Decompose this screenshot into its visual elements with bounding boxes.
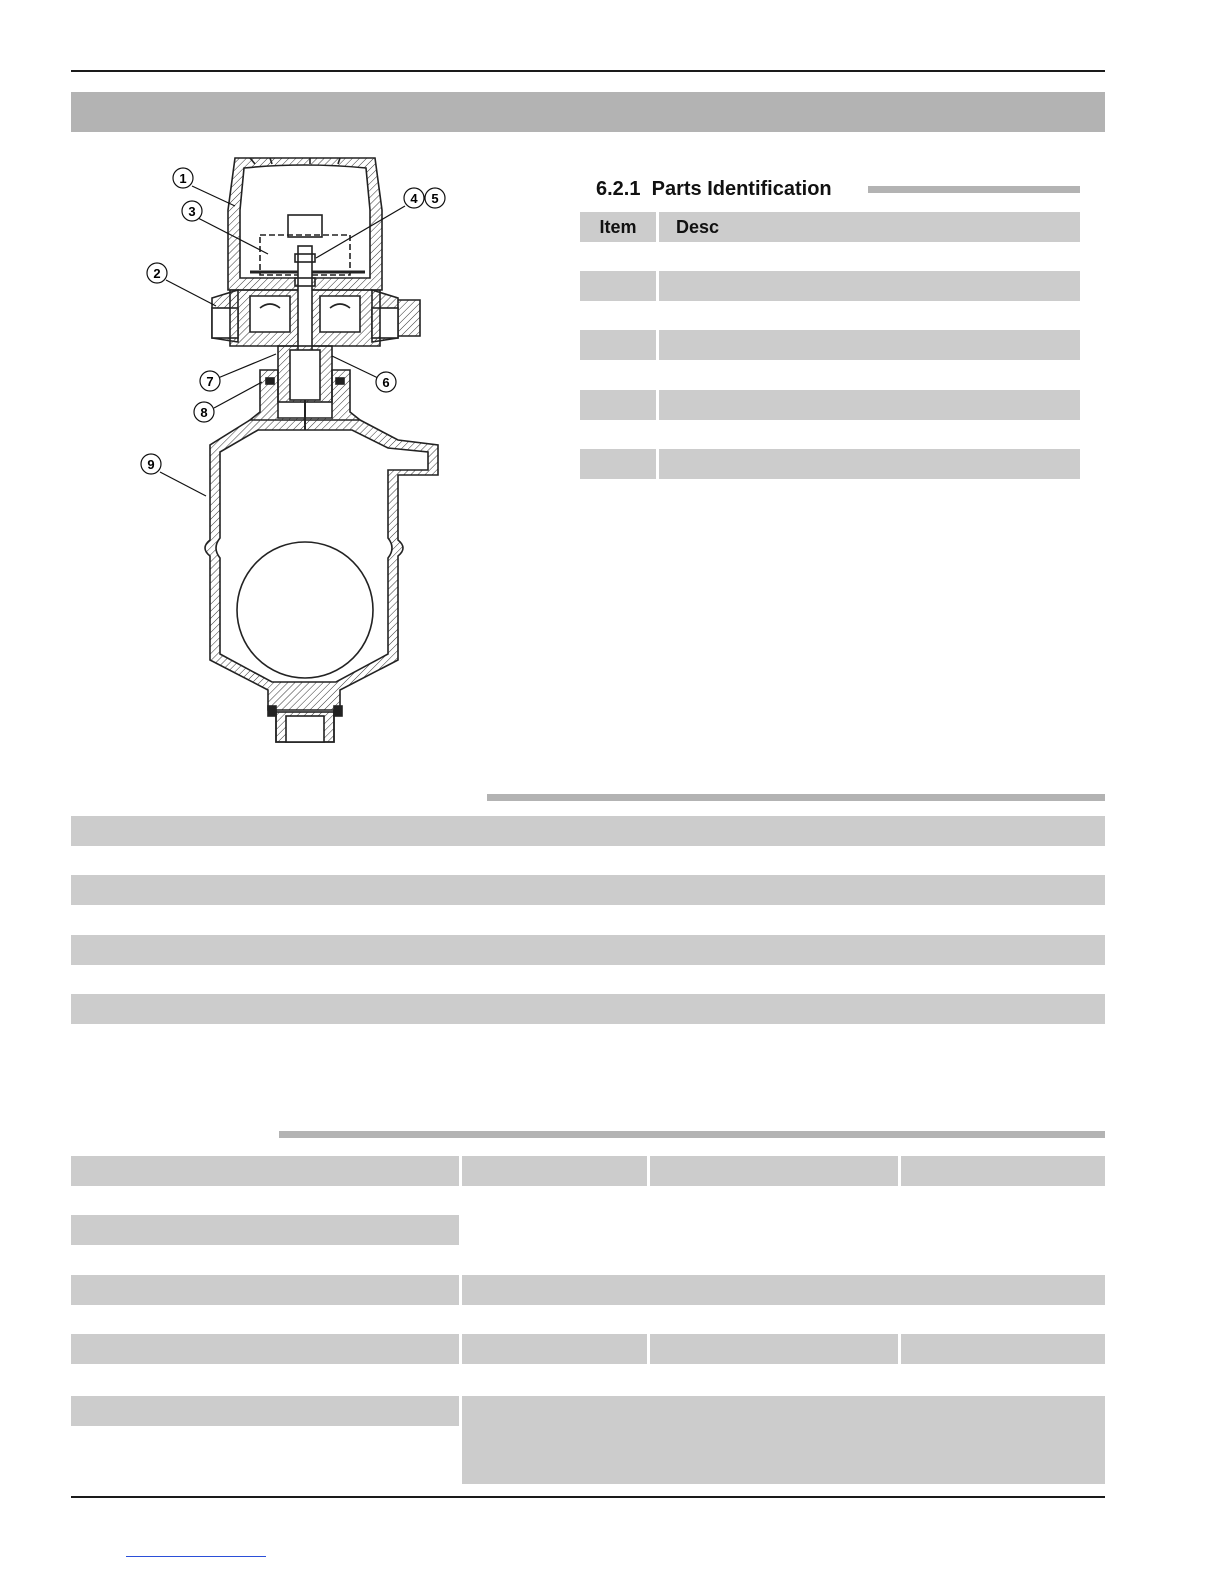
svg-text:7: 7 [206, 374, 214, 389]
callout-1 [173, 168, 193, 188]
svg-text:4: 4 [410, 191, 418, 206]
table-row [580, 390, 656, 420]
table-row [580, 449, 656, 479]
top-rule [71, 70, 1105, 72]
table-row [659, 390, 1080, 420]
svg-text:2: 2 [153, 266, 161, 281]
table-cell [901, 1334, 1105, 1364]
table-cell [901, 1156, 1105, 1186]
section-accent-bar [279, 1131, 1105, 1138]
svg-text:6: 6 [382, 375, 390, 390]
table-cell [650, 1156, 898, 1186]
table-row [71, 875, 1105, 905]
table-row [71, 816, 1105, 846]
section-accent-bar [487, 794, 1105, 801]
section-number: 6.2.1 [596, 178, 641, 200]
table-cell [71, 1396, 459, 1426]
svg-text:1: 1 [179, 171, 187, 186]
header-band [71, 92, 1105, 132]
callout-7 [200, 371, 220, 391]
footer-link-underline[interactable] [126, 1556, 266, 1557]
svg-text:5: 5 [431, 191, 439, 206]
svg-text:9: 9 [147, 457, 155, 472]
callout-5 [425, 188, 445, 208]
table-row [659, 449, 1080, 479]
table-row [580, 330, 656, 360]
svg-text:3: 3 [188, 204, 196, 219]
valve-cross-section-drawing [120, 150, 480, 750]
parts-identification-title [596, 176, 832, 202]
table-row [659, 271, 1080, 301]
table-cell [462, 1156, 647, 1186]
callout-4 [404, 188, 424, 208]
svg-text:8: 8 [200, 405, 208, 420]
table-cell [71, 1334, 459, 1364]
title-accent-bar [868, 186, 1080, 193]
bottom-rule [71, 1496, 1105, 1498]
section-title: Parts Identification [651, 178, 832, 200]
table-row [580, 271, 656, 301]
callout-9 [141, 454, 161, 474]
callout-2 [147, 263, 167, 283]
column-header-item: Item [580, 212, 656, 242]
table-row [71, 935, 1105, 965]
callout-8 [194, 402, 214, 422]
table-row [71, 994, 1105, 1024]
table-cell [462, 1396, 1105, 1484]
table-row [659, 330, 1080, 360]
table-cell [71, 1156, 459, 1186]
table-cell [71, 1275, 459, 1305]
table-cell [650, 1334, 898, 1364]
table-cell [71, 1215, 459, 1245]
column-header-desc: Desc [659, 212, 1080, 242]
table-cell [462, 1334, 647, 1364]
callout-3 [182, 201, 202, 221]
table-cell [462, 1275, 1105, 1305]
callout-6 [376, 372, 396, 392]
